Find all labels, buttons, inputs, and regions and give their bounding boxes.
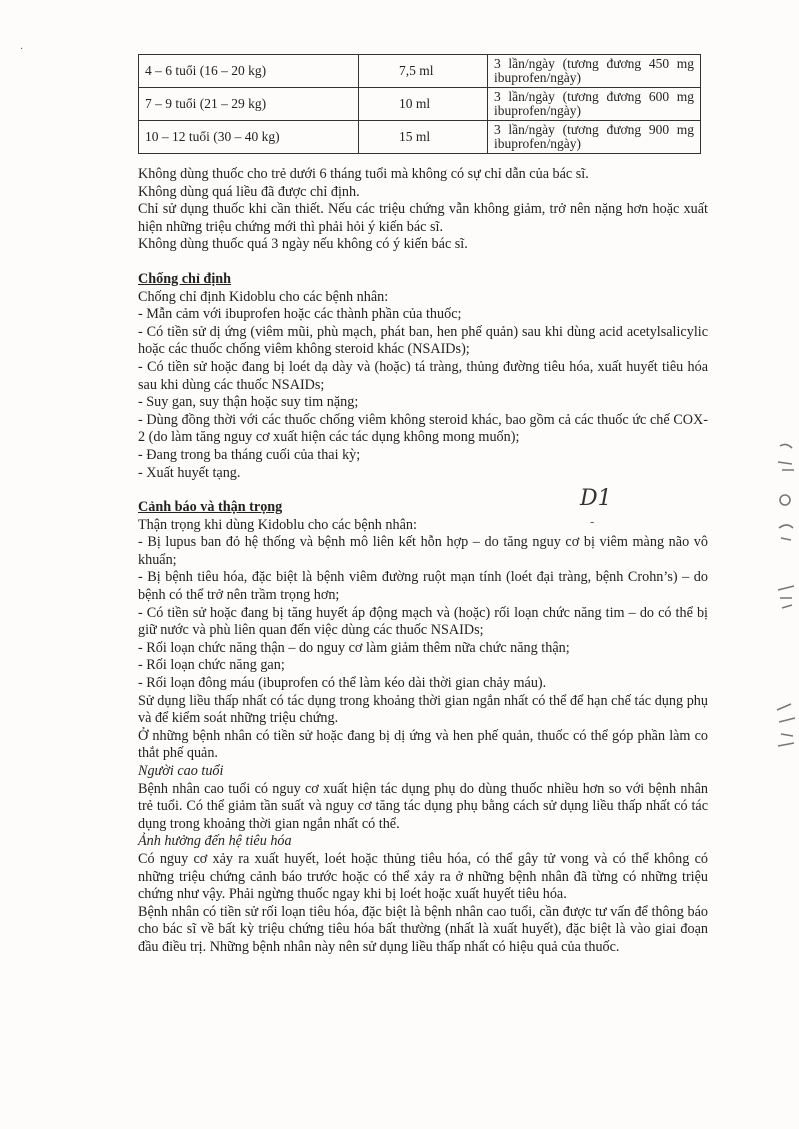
handwritten-initials: D1 [580, 486, 612, 511]
table-row [139, 121, 701, 154]
warnings-section [138, 499, 708, 956]
frequency-cell: 3 lần/ngày (tương đương 600 mg ibuprofen/ngày) [488, 88, 701, 121]
dose-cell: 7,5 ml [359, 55, 488, 88]
subheading-digestive: Ảnh hưởng đến hệ tiêu hóa [138, 833, 292, 850]
age-cell: 10 – 12 tuổi (30 – 40 kg) [139, 121, 359, 154]
list-item: - Rối loạn chức năng gan; [138, 657, 285, 674]
paragraph: Có nguy cơ xảy ra xuất huyết, loét hoặc thủng tiêu hóa, có thể gây tử vong và có thể không có những triệu chứng cảnh báo trước hoặc có thể xảy ra ở những bệnh nhân đã từng có những triệu chứng như vậy. Phải ngừng thuốc ngay khi bị loét hoặc xuất huyết tiêu hóa. [138, 850, 708, 903]
list-item: - Có tiền sử hoặc đang bị loét dạ dày và (hoặc) tá tràng, thủng đường tiêu hóa, xuất huyết tiêu hóa sau khi dùng các thuốc NSAIDs; [138, 358, 708, 393]
corner-mark: · [20, 44, 24, 55]
list-item: - Có tiền sử dị ứng (viêm mũi, phù mạch, phát ban, hen phế quản) sau khi dùng acid acetylsalicylic hoặc các thuốc chống viêm không steroid khác (NSAIDs); [138, 323, 708, 358]
list-item: - Mẫn cảm với ibuprofen hoặc các thành phần của thuốc; [138, 306, 462, 323]
section-intro: Chống chỉ định Kidoblu cho các bệnh nhân: [138, 288, 389, 305]
signature-dash: - [590, 515, 595, 529]
note-line: Không dùng thuốc quá 3 ngày nếu không có ý kiến bác sĩ. [138, 236, 468, 253]
frequency-cell: 3 lần/ngày (tương đương 450 mg ibuprofen/ngày) [488, 55, 701, 88]
list-item: - Suy gan, suy thận hoặc suy tim nặng; [138, 394, 359, 411]
section-intro: Thận trọng khi dùng Kidoblu cho các bệnh nhân: [138, 516, 417, 533]
table-row [139, 55, 701, 88]
section-heading: Cảnh báo và thận trọng [138, 499, 283, 516]
usage-notes [138, 166, 708, 254]
contraindications-section [138, 271, 708, 482]
age-cell: 7 – 9 tuổi (21 – 29 kg) [139, 88, 359, 121]
list-item: - Xuất huyết tạng. [138, 464, 241, 481]
document-page [138, 54, 708, 957]
paragraph: Bệnh nhân có tiền sử rối loạn tiêu hóa, đặc biệt là bệnh nhân cao tuổi, cần được tư vấn để thông báo cho bác sĩ về bất kỳ triệu chứng tiêu hóa bất thường (nhất là xuất huyết), đặc biệt là vào giai đoạn đầu điều trị. Những bệnh nhân này nên sử dụng liều thấp nhất có hiệu quả của thuốc. [138, 903, 708, 955]
dosage-table [138, 54, 701, 154]
note-line: Không dùng quá liều đã được chỉ định. [138, 183, 360, 200]
table-row [139, 88, 701, 121]
dose-cell: 15 ml [359, 121, 488, 154]
list-item: - Đang trong ba tháng cuối của thai kỳ; [138, 446, 361, 463]
list-item: - Có tiền sử hoặc đang bị tăng huyết áp động mạch và (hoặc) rối loạn chức năng tim – do có thể bị giữ nước và phù liên quan đến việc dùng các thuốc NSAIDs; [138, 604, 708, 639]
list-item: - Bị lupus ban đỏ hệ thống và bệnh mô liên kết hỗn hợp – do tăng nguy cơ bị viêm màng não vô khuẩn; [138, 534, 708, 568]
list-item: - Dùng đồng thời với các thuốc chống viêm không steroid khác, bao gồm cả các thuốc ức chế COX-2 (do làm tăng nguy cơ xuất hiện các tác dụng không mong muốn); [138, 411, 708, 446]
list-item: - Rối loạn đông máu (ibuprofen có thể làm kéo dài thời gian chảy máu). [138, 675, 547, 692]
paragraph: Sử dụng liều thấp nhất có tác dụng trong khoảng thời gian ngắn nhất có thể để hạn chế tác dụng phụ và để kiểm soát những triệu chứng. [138, 692, 708, 727]
list-item: - Rối loạn chức năng thận – do nguy cơ làm giảm thêm nữa chức năng thận; [138, 639, 570, 656]
note-line: Không dùng thuốc cho trẻ dưới 6 tháng tuổi mà không có sự chỉ dẫn của bác sĩ. [138, 166, 589, 182]
paragraph: Bệnh nhân cao tuổi có nguy cơ xuất hiện tác dụng phụ do dùng thuốc nhiều hơn so với bệnh nhân trẻ tuổi. Có thể giảm tần suất và nguy cơ tăng tác dụng phụ bằng cách sử dụng liều thấp nhất có tác dụng trong khoảng thời gian ngắn nhất có thể. [138, 780, 708, 832]
subheading-elderly: Người cao tuổi [138, 763, 224, 779]
dose-cell: 10 ml [359, 88, 488, 121]
frequency-cell: 3 lần/ngày (tương đương 900 mg ibuprofen/ngày) [488, 121, 701, 154]
note-line: Chỉ sử dụng thuốc khi cần thiết. Nếu các triệu chứng vẫn không giảm, trở nên nặng hơn hoặc xuất hiện những triệu chứng mới thì phải hỏi ý kiến bác sĩ. [138, 201, 708, 235]
section-heading: Chống chỉ định [138, 270, 232, 287]
edge-stamp-mark [772, 440, 799, 760]
age-cell: 4 – 6 tuổi (16 – 20 kg) [139, 55, 359, 88]
paragraph: Ở những bệnh nhân có tiền sử hoặc đang bị dị ứng và hen phế quản, thuốc có thể góp phần làm co thắt phế quản. [138, 727, 708, 762]
stamp-fragment-icon [772, 440, 799, 760]
list-item: - Bị bệnh tiêu hóa, đặc biệt là bệnh viêm đường ruột mạn tính (loét đại tràng, bệnh Crohn’s) – do bệnh có thể trở nên trầm trọng hơn; [138, 569, 708, 604]
